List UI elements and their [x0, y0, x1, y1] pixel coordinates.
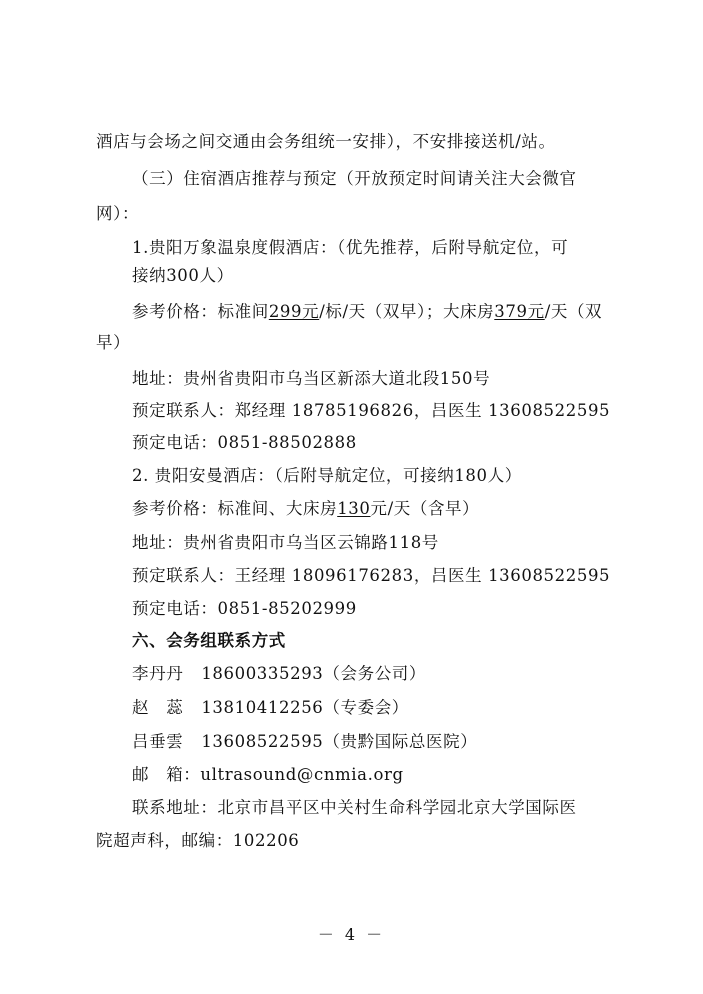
- contact-detail: 18600335293（会务公司）: [201, 664, 426, 683]
- hotel2-price-prefix: 参考价格：标准间、大床房: [132, 499, 338, 518]
- contact-row: [132, 663, 652, 685]
- postal-address: 联系地址：北京市昌平区中关村生命科学园北京大学国际医: [132, 798, 577, 817]
- hotel1-price-standard: 299元: [268, 302, 320, 321]
- hotel1-price-king: 379元: [494, 302, 545, 321]
- section3-title: （三）住宿酒店推荐与预定（开放预定时间请关注大会微官: [132, 169, 577, 188]
- hotel2-address: 地址：贵州省贵阳市乌当区云锦路118号: [132, 533, 439, 552]
- hotel1-price-mid: /标/天（双早）；大床房: [319, 302, 495, 321]
- contact-name: 赵 蕊: [132, 698, 184, 717]
- transport-note: 酒店与会场之间交通由会务组统一安排），不安排接送机/站。: [96, 132, 556, 151]
- contact-row: [132, 697, 652, 719]
- hotel1-price: [132, 301, 652, 323]
- hotel1-address: 地址：贵州省贵阳市乌当区新添大道北段150号: [132, 369, 491, 388]
- postal-address-cont: 院超声科，邮编：102206: [96, 831, 300, 850]
- section3-title-cont: 网）：: [96, 204, 140, 223]
- hotel1-contact: 预定联系人：郑经理 18785196826，吕医生 13608522595: [132, 401, 611, 420]
- hotel2-price-suffix: 元/天（含早）: [370, 499, 480, 518]
- email-row: [132, 764, 652, 786]
- contact-name: 吕垂雲: [132, 732, 184, 751]
- contact-detail: 13810412256（专委会）: [201, 698, 409, 717]
- email-label: 邮 箱：: [132, 765, 201, 784]
- hotel2-phone: 预定电话：0851-85202999: [132, 599, 357, 618]
- hotel2-price-value: 130: [337, 499, 371, 518]
- hotel1-price-suffix: /天（双: [544, 302, 603, 321]
- hotel1-phone: 预定电话：0851-88502888: [132, 433, 357, 452]
- contact-name: 李丹丹: [132, 664, 184, 683]
- section6-title: 六、会务组联系方式: [132, 631, 286, 650]
- hotel1-price-cont: 早）: [96, 333, 131, 352]
- hotel1-price-prefix: 参考价格：标准间: [132, 302, 269, 321]
- hotel2-contact: 预定联系人：王经理 18096176283，吕医生 13608522595: [132, 566, 611, 585]
- hotel2-name: 2. 贵阳安曼酒店：（后附导航定位，可接纳180人）: [132, 466, 522, 485]
- hotel2-price: [132, 498, 652, 520]
- hotel1-name: 1.贵阳万象温泉度假酒店：（优先推荐，后附导航定位，可: [132, 238, 569, 257]
- hotel1-capacity: 接纳300人）: [132, 266, 234, 285]
- contact-detail: 13608522595（贵黔国际总医院）: [201, 732, 478, 751]
- email-address[interactable]: ultrasound@cnmia.org: [200, 765, 404, 784]
- contact-row: [132, 731, 652, 753]
- page-number: － 4 －: [317, 925, 386, 944]
